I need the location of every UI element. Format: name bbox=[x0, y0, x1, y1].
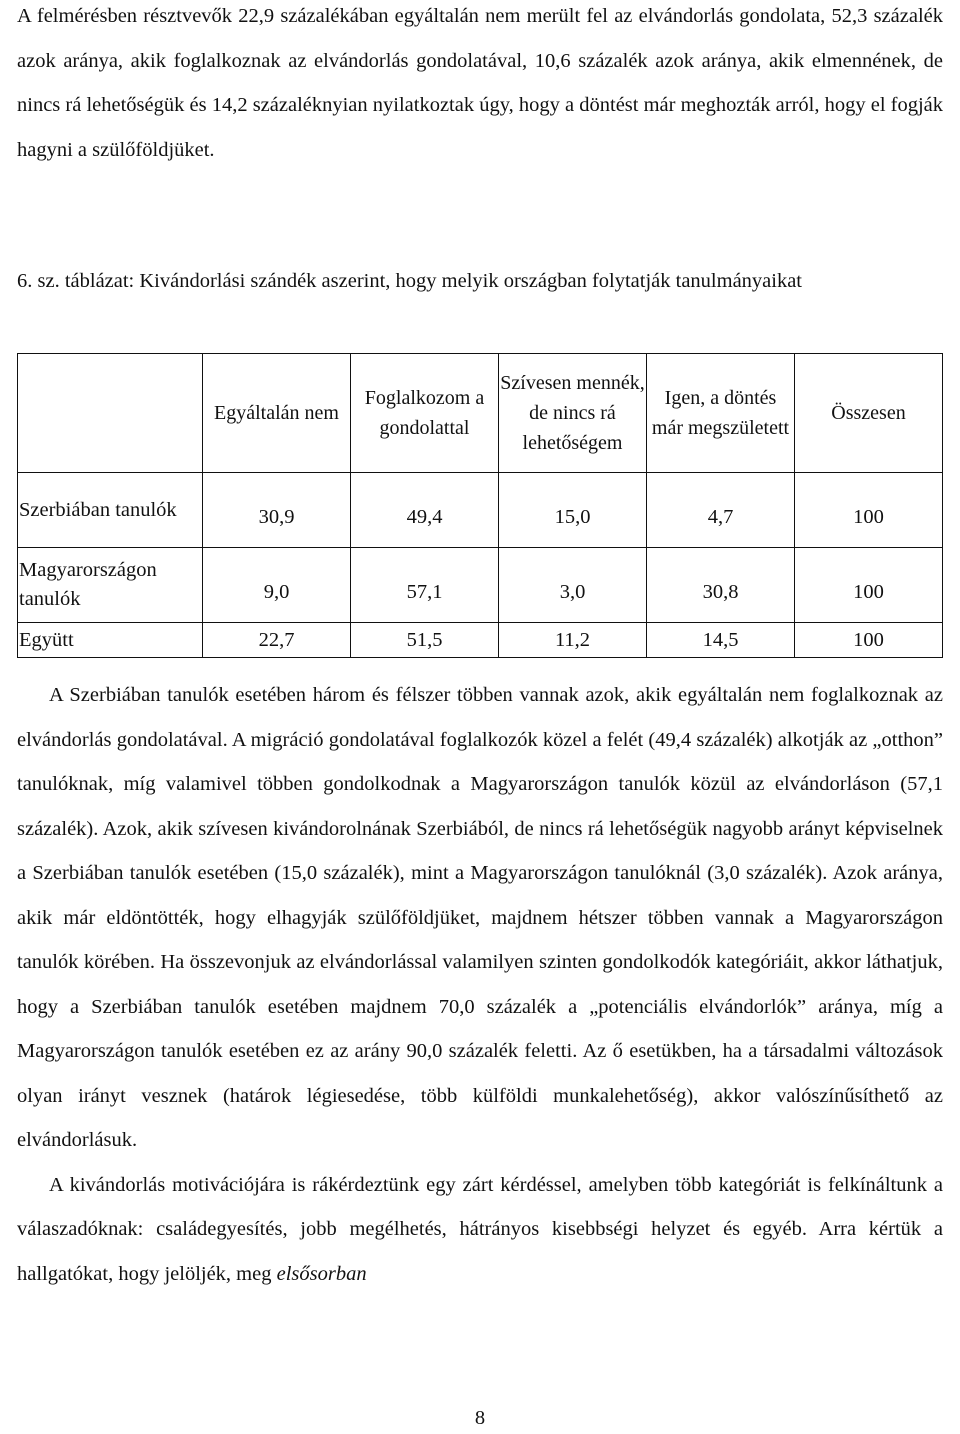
body-text bbox=[17, 673, 943, 1296]
row-label: Együtt bbox=[18, 623, 203, 658]
row-label: Magyarországon tanulók bbox=[18, 548, 203, 623]
table-cell: 4,7 bbox=[647, 473, 795, 548]
table-cell: 3,0 bbox=[499, 548, 647, 623]
table-cell: 30,9 bbox=[203, 473, 351, 548]
table-row bbox=[18, 623, 943, 658]
table-header-corner bbox=[18, 354, 203, 473]
table-caption: 6. sz. táblázat: Kivándorlási szándék aszerint, hogy melyik országban folytatják tanulmányaikat bbox=[17, 270, 803, 292]
paragraph: A Szerbiában tanulók esetében három és félszer többen vannak azok, akik egyáltalán nem foglalkoznak az elvándorlás gondolatával. A migráció gondolatával foglalkozók közel a felét (49,4 százalék) alkotják az „otthon” tanulóknak, míg valamivel többen gondolkodnak a Magyarországon tanulók közül az elvándorláson (57,1 százalék). Azok, akik szívesen kivándorolnának Szerbiából, de nincs rá lehetőségük nagyobb arányt képviselnek a Szerbiában tanulók esetében (15,0 százalék), mint a Magyarországon tanulóknál (3,0 százalék). Azok aránya, akik már eldöntötték, hogy elhagyják szülőföldjüket, majdnem hétszer többen vannak a Magyarországon tanulók körében. Ha összevonjuk az elvándorlással valamilyen szinten gondolkodók kategóriáit, akkor láthatjuk, hogy a Szerbiában tanulók esetében majdnem 70,0 százalék a „potenciális elvándorlók” aránya, míg a Magyarországon tanulók esetében ez az arány 90,0 százalék feletti. Az ő esetükben, ha a társadalmi változások olyan irányt vesznek (határok légiesedése, több külföldi munkalehetőség), akkor valószínűsíthető az elvándorlásuk. bbox=[17, 684, 943, 1151]
table-row bbox=[18, 548, 943, 623]
table-header-row bbox=[18, 354, 943, 473]
table-cell: 14,5 bbox=[647, 623, 795, 658]
paragraph bbox=[17, 1163, 943, 1297]
table-cell: 22,7 bbox=[203, 623, 351, 658]
table-cell: 15,0 bbox=[499, 473, 647, 548]
table-header-not-at-all: Egyáltalán nem bbox=[203, 354, 351, 473]
table-cell: 51,5 bbox=[351, 623, 499, 658]
table-row bbox=[18, 473, 943, 548]
emphasized-word: elsősorban bbox=[276, 1262, 367, 1285]
table-cell: 100 bbox=[795, 473, 943, 548]
page-number: 8 bbox=[474, 1407, 486, 1429]
table-header-decided: Igen, a döntés már megszületett bbox=[647, 354, 795, 473]
table-cell: 100 bbox=[795, 623, 943, 658]
table-header-would-like: Szívesen mennék, de nincs rá lehetőségem bbox=[499, 354, 647, 473]
table-header-total: Összesen bbox=[795, 354, 943, 473]
paragraph-text: A kivándorlás motivációjára is rákérdeztünk egy zárt kérdéssel, amelyben több kategóriát is felkínáltunk a válaszadóknak: családegyesítés, jobb megélhetés, hátrányos kisebbségi helyzet és egyéb. Arra kértük a hallgatókat, hogy jelöljék, meg bbox=[17, 1173, 943, 1285]
table-cell: 9,0 bbox=[203, 548, 351, 623]
table-container bbox=[17, 353, 943, 658]
data-table bbox=[17, 353, 943, 658]
table-cell: 100 bbox=[795, 548, 943, 623]
table-cell: 57,1 bbox=[351, 548, 499, 623]
table-cell: 49,4 bbox=[351, 473, 499, 548]
table-header-considering: Foglalkozom a gondolattal bbox=[351, 354, 499, 473]
table-cell: 30,8 bbox=[647, 548, 795, 623]
row-label: Szerbiában tanulók bbox=[18, 473, 203, 548]
intro-paragraph: A felmérésben résztvevők 22,9 százalékában egyáltalán nem merült fel az elvándorlás gondolata, 52,3 százalék azok aránya, akik foglalkoznak az elvándorlás gondolatával, 10,6 százalék azok aránya, akik elmennének, de nincs rá lehetőségük és 14,2 százaléknyian nyilatkoztak úgy, hogy a döntést már meghozták arról, hogy el fogják hagyni a szülőföldjüket. bbox=[17, 5, 944, 161]
table-cell: 11,2 bbox=[499, 623, 647, 658]
